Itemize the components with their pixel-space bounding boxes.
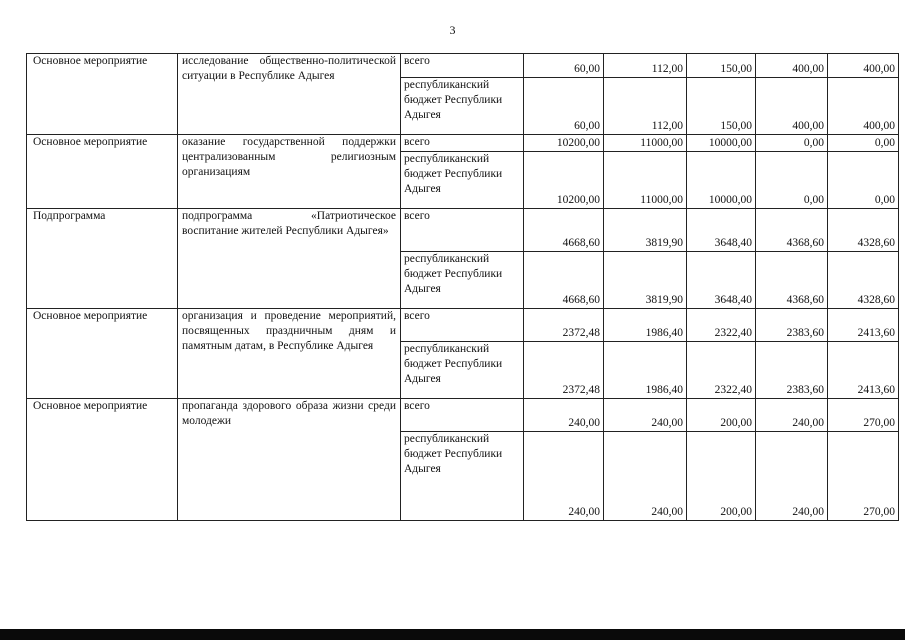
amount-cell: 60,00: [524, 54, 604, 78]
amount-cell: 0,00: [756, 135, 828, 152]
amount-cell: 3819,90: [604, 252, 687, 309]
amount-cell: 3819,90: [604, 209, 687, 252]
amount-cell: 240,00: [604, 399, 687, 432]
row-category: Подпрограмма: [27, 209, 178, 309]
amount-cell: 150,00: [687, 54, 756, 78]
funding-source: республиканский бюджет Республики Адыгея: [401, 432, 524, 521]
funding-source: республиканский бюджет Республики Адыгея: [401, 78, 524, 135]
amount-cell: 400,00: [756, 54, 828, 78]
amount-cell: 4328,60: [828, 252, 899, 309]
amount-cell: 4368,60: [756, 252, 828, 309]
table-row-total: [27, 399, 899, 432]
funding-source: республиканский бюджет Республики Адыгея: [401, 342, 524, 399]
table-row-total: [27, 209, 899, 252]
amount-cell: 0,00: [828, 152, 899, 209]
budget-table: [26, 53, 899, 521]
row-category: Основное мероприятие: [27, 135, 178, 209]
amount-cell: 3648,40: [687, 209, 756, 252]
page-number: 3: [449, 23, 456, 37]
funding-source: всего: [401, 399, 524, 432]
amount-cell: 400,00: [828, 54, 899, 78]
row-description: пропаганда здорового образа жизни среди молодежи: [178, 399, 401, 521]
amount-cell: 2372,48: [524, 342, 604, 399]
funding-source: всего: [401, 54, 524, 78]
amount-cell: 10000,00: [687, 135, 756, 152]
table-row-total: [27, 54, 899, 78]
row-description: организация и проведение мероприятий, посвященных праздничным дням и памятным датам, в Республике Адыгея: [178, 309, 401, 399]
amount-cell: 10200,00: [524, 152, 604, 209]
row-description: подпрограмма «Патриотическое воспитание жителей Республики Адыгея»: [178, 209, 401, 309]
amount-cell: 4668,60: [524, 209, 604, 252]
amount-cell: 240,00: [756, 399, 828, 432]
row-category: Основное мероприятие: [27, 309, 178, 399]
amount-cell: 3648,40: [687, 252, 756, 309]
row-category: Основное мероприятие: [27, 399, 178, 521]
amount-cell: 112,00: [604, 54, 687, 78]
amount-cell: 400,00: [756, 78, 828, 135]
amount-cell: 60,00: [524, 78, 604, 135]
amount-cell: 240,00: [524, 399, 604, 432]
amount-cell: 240,00: [756, 432, 828, 521]
amount-cell: 270,00: [828, 399, 899, 432]
amount-cell: 2413,60: [828, 309, 899, 342]
funding-source: всего: [401, 309, 524, 342]
amount-cell: 400,00: [828, 78, 899, 135]
amount-cell: 2322,40: [687, 309, 756, 342]
amount-cell: 240,00: [524, 432, 604, 521]
table-row-total: [27, 135, 899, 152]
amount-cell: 11000,00: [604, 135, 687, 152]
amount-cell: 4368,60: [756, 209, 828, 252]
row-description: исследование общественно-политической ситуации в Республике Адыгея: [178, 54, 401, 135]
amount-cell: 4328,60: [828, 209, 899, 252]
amount-cell: 270,00: [828, 432, 899, 521]
amount-cell: 240,00: [604, 432, 687, 521]
scan-border-bar: [0, 629, 905, 640]
amount-cell: 2383,60: [756, 309, 828, 342]
amount-cell: 200,00: [687, 399, 756, 432]
row-category: Основное мероприятие: [27, 54, 178, 135]
amount-cell: 112,00: [604, 78, 687, 135]
amount-cell: 10200,00: [524, 135, 604, 152]
funding-source: республиканский бюджет Республики Адыгея: [401, 152, 524, 209]
amount-cell: 11000,00: [604, 152, 687, 209]
amount-cell: 10000,00: [687, 152, 756, 209]
amount-cell: 2383,60: [756, 342, 828, 399]
amount-cell: 4668,60: [524, 252, 604, 309]
funding-source: республиканский бюджет Республики Адыгея: [401, 252, 524, 309]
row-description: оказание государственной поддержки централизованным религиозным организациям: [178, 135, 401, 209]
amount-cell: 1986,40: [604, 309, 687, 342]
amount-cell: 1986,40: [604, 342, 687, 399]
amount-cell: 0,00: [756, 152, 828, 209]
amount-cell: 2372,48: [524, 309, 604, 342]
table-row-total: [27, 309, 899, 342]
funding-source: всего: [401, 209, 524, 252]
amount-cell: 200,00: [687, 432, 756, 521]
funding-source: всего: [401, 135, 524, 152]
amount-cell: 2413,60: [828, 342, 899, 399]
amount-cell: 0,00: [828, 135, 899, 152]
amount-cell: 2322,40: [687, 342, 756, 399]
amount-cell: 150,00: [687, 78, 756, 135]
